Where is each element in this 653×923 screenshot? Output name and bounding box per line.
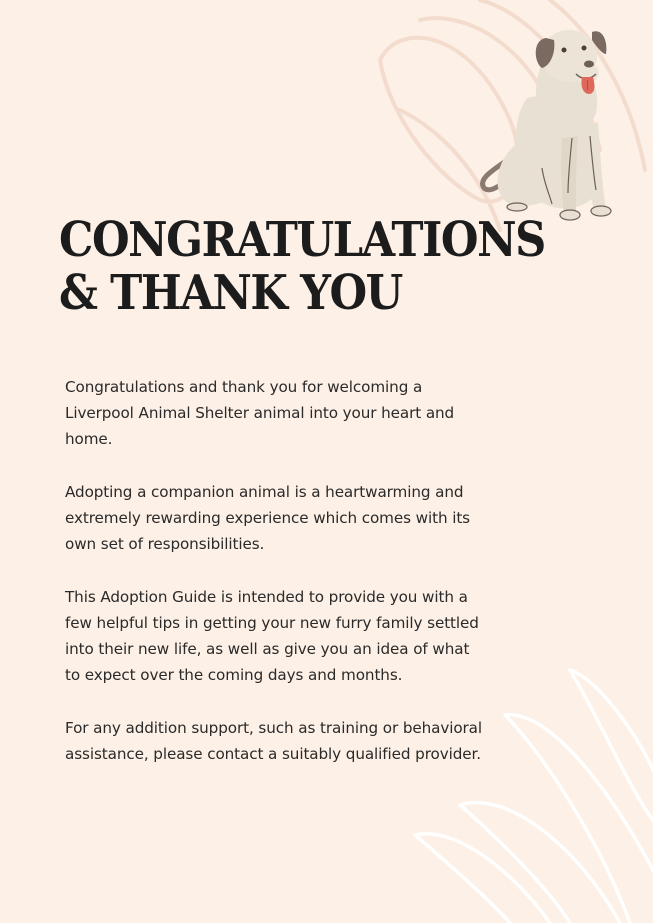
paragraph-responsibilities: Adopting a companion animal is a heartwarming and extremely rewarding experience which comes with its own set of responsibilities. xyxy=(65,482,470,554)
body-text xyxy=(65,374,485,793)
page-title xyxy=(59,214,563,320)
title-line-2: & THANK YOU xyxy=(59,265,402,321)
title-line-1: CONGRATULATIONS xyxy=(59,212,545,268)
paragraph-welcome: Congratulations and thank you for welcoming a Liverpool Animal Shelter animal into your heart and home. xyxy=(65,378,455,449)
paragraph-support: For any addition support, such as training or behavioral assistance, please contact a suitably qualified provider. xyxy=(65,718,483,763)
sitting-dog-illustration xyxy=(472,18,622,224)
paragraph-guide-purpose: This Adoption Guide is intended to provide you with a few helpful tips in getting your new furry family settled into their new life, as well as give you an idea of what to expect over the coming days and months. xyxy=(65,587,479,685)
